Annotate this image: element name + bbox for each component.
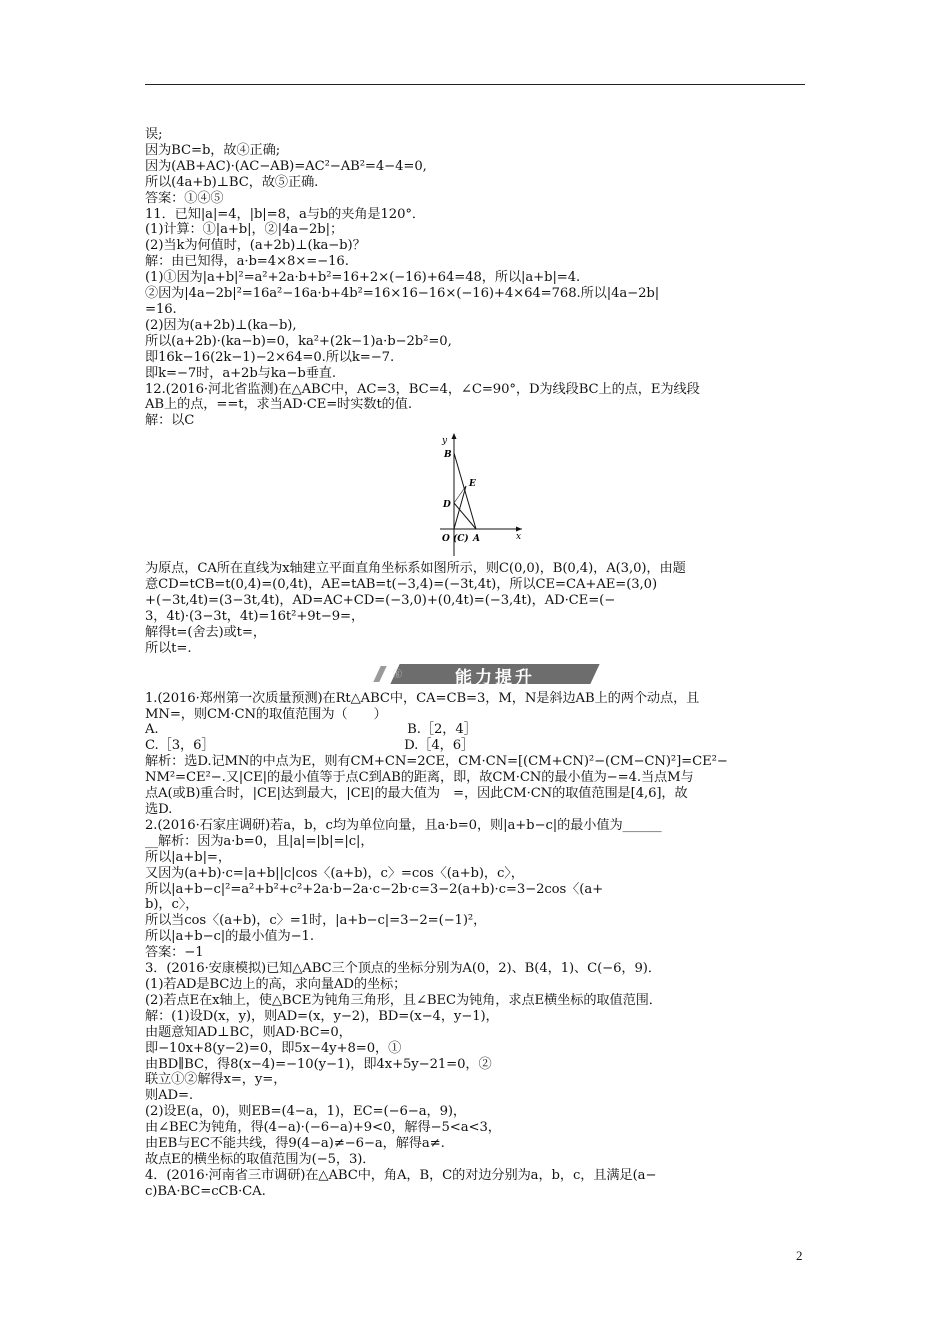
- text-line: 2.(2016·石家庄调研)若a，b，c均为单位向量，且a·b=0，则|a+b−c|的最小值为______: [145, 817, 662, 833]
- text-line: 解：以C: [145, 413, 195, 429]
- text-line: (2)设E(a，0)，则EB=(4−a，1)，EC=(−6−a，9)，: [145, 1104, 466, 1120]
- text-line: 1.(2016·郑州第一次质量预测)在Rt△ABC中，CA=CB=3，M，N是斜边AB上的两个动点，且: [145, 690, 700, 706]
- text-line: NM²=CE²−.又|CE|的最小值等于点C到AB的距离，即，故CM·CN的最小值为−=4.当点M与: [145, 770, 694, 786]
- text-line: 所以当cos〈(a+b)，c〉=1时，|a+b−c|=3−2=(−1)²，: [145, 913, 487, 929]
- section-banner: [145, 661, 810, 687]
- text-line: MN=，则CM·CN的取值范围为（ ）: [145, 706, 387, 722]
- text-line: 又因为(a+b)·c=|a+b||c|cos〈(a+b)，c〉=cos〈(a+b)，c〉，: [145, 865, 524, 881]
- segment-ce: [454, 486, 466, 529]
- text-line: (2)因为(a+2b)⊥(ka−b),: [145, 317, 297, 333]
- y-axis-arrow: [452, 433, 457, 439]
- x-axis-arrow: [516, 527, 522, 532]
- text-line: 意CD=tCB=t(0,4)=(0,4t)，AE=tAB=t(−3,4)=(−3t,4t)，所以CE=CA+AE=(3,0): [145, 577, 657, 593]
- text-line: (1)①因为|a+b|²=a²+2a·b+b²=16+2×(−16)+64=48，所以|a+b|=4.: [145, 270, 581, 286]
- banner-title: 能力提升: [455, 667, 535, 688]
- section-top: [145, 127, 810, 429]
- text-line: 误;: [145, 127, 163, 142]
- text-line: 联立①②解得x=，y=，: [145, 1072, 287, 1088]
- label-b: B: [444, 450, 452, 461]
- text-line: 即k=−7时，a+2b与ka−b垂直.: [145, 365, 336, 381]
- text-line: AB上的点，==t，求当AD·CE=时实数t的值.: [145, 397, 412, 413]
- coordinate-figure: [145, 431, 810, 559]
- banner-ornament-icon: ⓖ: [393, 669, 403, 680]
- text-line: 由EB与EC不能共线，得9(4−a)≠−6−a，解得a≠.: [145, 1136, 445, 1152]
- text-line: (1)若AD是BC边上的高，求向量AD的坐标；: [145, 976, 407, 992]
- text-line: (1)计算：①|a+b|，②|4a−2b|；: [145, 222, 344, 238]
- text-line: 答案：①④⑤: [145, 190, 224, 206]
- text-line: c)BA·BC=cCB·CA.: [145, 1183, 266, 1199]
- text-line: 11．已知|a|=4，|b|=8，a与b的夹角是120°．: [145, 206, 425, 222]
- label-d: D: [443, 500, 451, 511]
- text-line: 3，4t)·(3−3t，4t)=16t²+9t−9=，: [145, 608, 365, 624]
- text-line: 所以(4a+b)⊥BC，故⑤正确.: [145, 174, 319, 190]
- segment-de: [454, 486, 466, 503]
- coordinate-diagram: [440, 431, 680, 559]
- section-bottom: [145, 691, 810, 1200]
- label-a: A: [473, 534, 480, 545]
- text-line: 3．(2016·安康模拟)已知△ABC三个顶点的坐标分别为A(0，2)、B(4，1)、C(−6，9)．: [145, 961, 661, 977]
- text-line: __解析：因为a·b=0，且|a|=|b|=|c|，: [145, 833, 374, 849]
- text-line: =16.: [145, 301, 177, 317]
- header-rule: [145, 84, 805, 85]
- page-number: 2: [796, 1248, 803, 1263]
- text-line: b)，c〉，: [145, 897, 199, 913]
- label-e: E: [469, 479, 476, 490]
- text-line: C.［3，6］ D.［4，6］: [145, 738, 475, 754]
- text-line: (2)当k为何值时，(a+2b)⊥(ka−b)？: [145, 238, 366, 254]
- label-o: O: [442, 534, 450, 545]
- text-line: 答案：−1: [145, 945, 204, 961]
- section-middle: [145, 561, 810, 656]
- text-line: 为原点，CA所在直线为x轴建立平面直角坐标系如图所示，则C(0,0)，B(0,4)，A(3,0)，由题: [145, 561, 686, 577]
- text-line: 所以|a+b−c|²=a²+b²+c²+2a·b−2a·c−2b·c=3−2(a+b)·c=3−2cos〈(a+: [145, 881, 604, 897]
- text-line: ②因为|4a−2b|²=16a²−16a·b+4b²=16×16−16×(−16)+4×64=768.所以|4a−2b|: [145, 286, 660, 302]
- label-x: x: [516, 532, 522, 543]
- text-line: 因为(AB+AC)·(AC−AB)=AC²−AB²=4−4=0,: [145, 158, 427, 174]
- text-line: 解：(1)设D(x，y)，则AD=(x，y−2)，BD=(x−4，y−1)，: [145, 1008, 499, 1024]
- label-c: (C): [453, 534, 469, 545]
- text-line: 解析：选D.记MN的中点为E，则有CM+CN=2CE，CM·CN=[(CM+CN)²−(CM−CN)²]=CE²−: [145, 754, 728, 770]
- text-line: 由题意知AD⊥BC，则AD·BC=0，: [145, 1024, 352, 1040]
- text-line: 点A(或B)重合时，|CE|达到最大，|CE|的最大值为 =，因此CM·CN的取值范围是[4,6]，故: [145, 786, 688, 802]
- text-line: 由∠BEC为钝角，得(4−a)·(−6−a)+9<0，解得−5<a<3，: [145, 1120, 501, 1136]
- text-line: A. B.［2，4］: [145, 722, 477, 738]
- page-body: [145, 127, 810, 1200]
- text-line: 故点E的横坐标的取值范围为(−5，3)．: [145, 1151, 376, 1167]
- text-line: 所以|a+b−c|的最小值为−1.: [145, 929, 314, 945]
- text-line: 12.(2016·河北省监测)在△ABC中，AC=3，BC=4，∠C=90°，D为线段BC上的点，E为线段: [145, 381, 700, 397]
- text-line: 所以t=.: [145, 640, 192, 656]
- text-line: 由BD∥BC，得8(x−4)=−10(y−1)，即4x+5y−21=0，②: [145, 1056, 492, 1072]
- text-line: 解：由已知得，a·b=4×8×=−16.: [145, 254, 349, 270]
- label-y: y: [442, 436, 448, 447]
- text-line: 4．(2016·河南省三市调研)在△ABC中，角A，B，C的对边分别为a，b，c，且满足(a−: [145, 1167, 657, 1183]
- text-line: 因为BC=b，故④正确;: [145, 142, 281, 158]
- text-line: (2)若点E在x轴上，使△BCE为钝角三角形，且∠BEC为钝角，求点E横坐标的取值范围．: [145, 992, 662, 1008]
- text-line: +(−3t,4t)=(3−3t,4t)，AD=AC+CD=(−3,0)+(0,4t)=(−3,4t)，AD·CE=(−: [145, 593, 616, 609]
- text-line: 即16k−16(2k−1)−2×64=0.所以k=−7.: [145, 349, 395, 365]
- text-line: 所以|a+b|=，: [145, 849, 231, 865]
- text-line: 解得t=(舍去)或t=，: [145, 624, 266, 640]
- text-line: 则AD=.: [145, 1088, 194, 1104]
- text-line: 即−10x+8(y−2)=0，即5x−4y+8=0，①: [145, 1040, 402, 1056]
- text-line: 选D.: [145, 802, 173, 817]
- text-line: 所以(a+2b)·(ka−b)=0，ka²+(2k−1)a·b−2b²=0,: [145, 333, 452, 349]
